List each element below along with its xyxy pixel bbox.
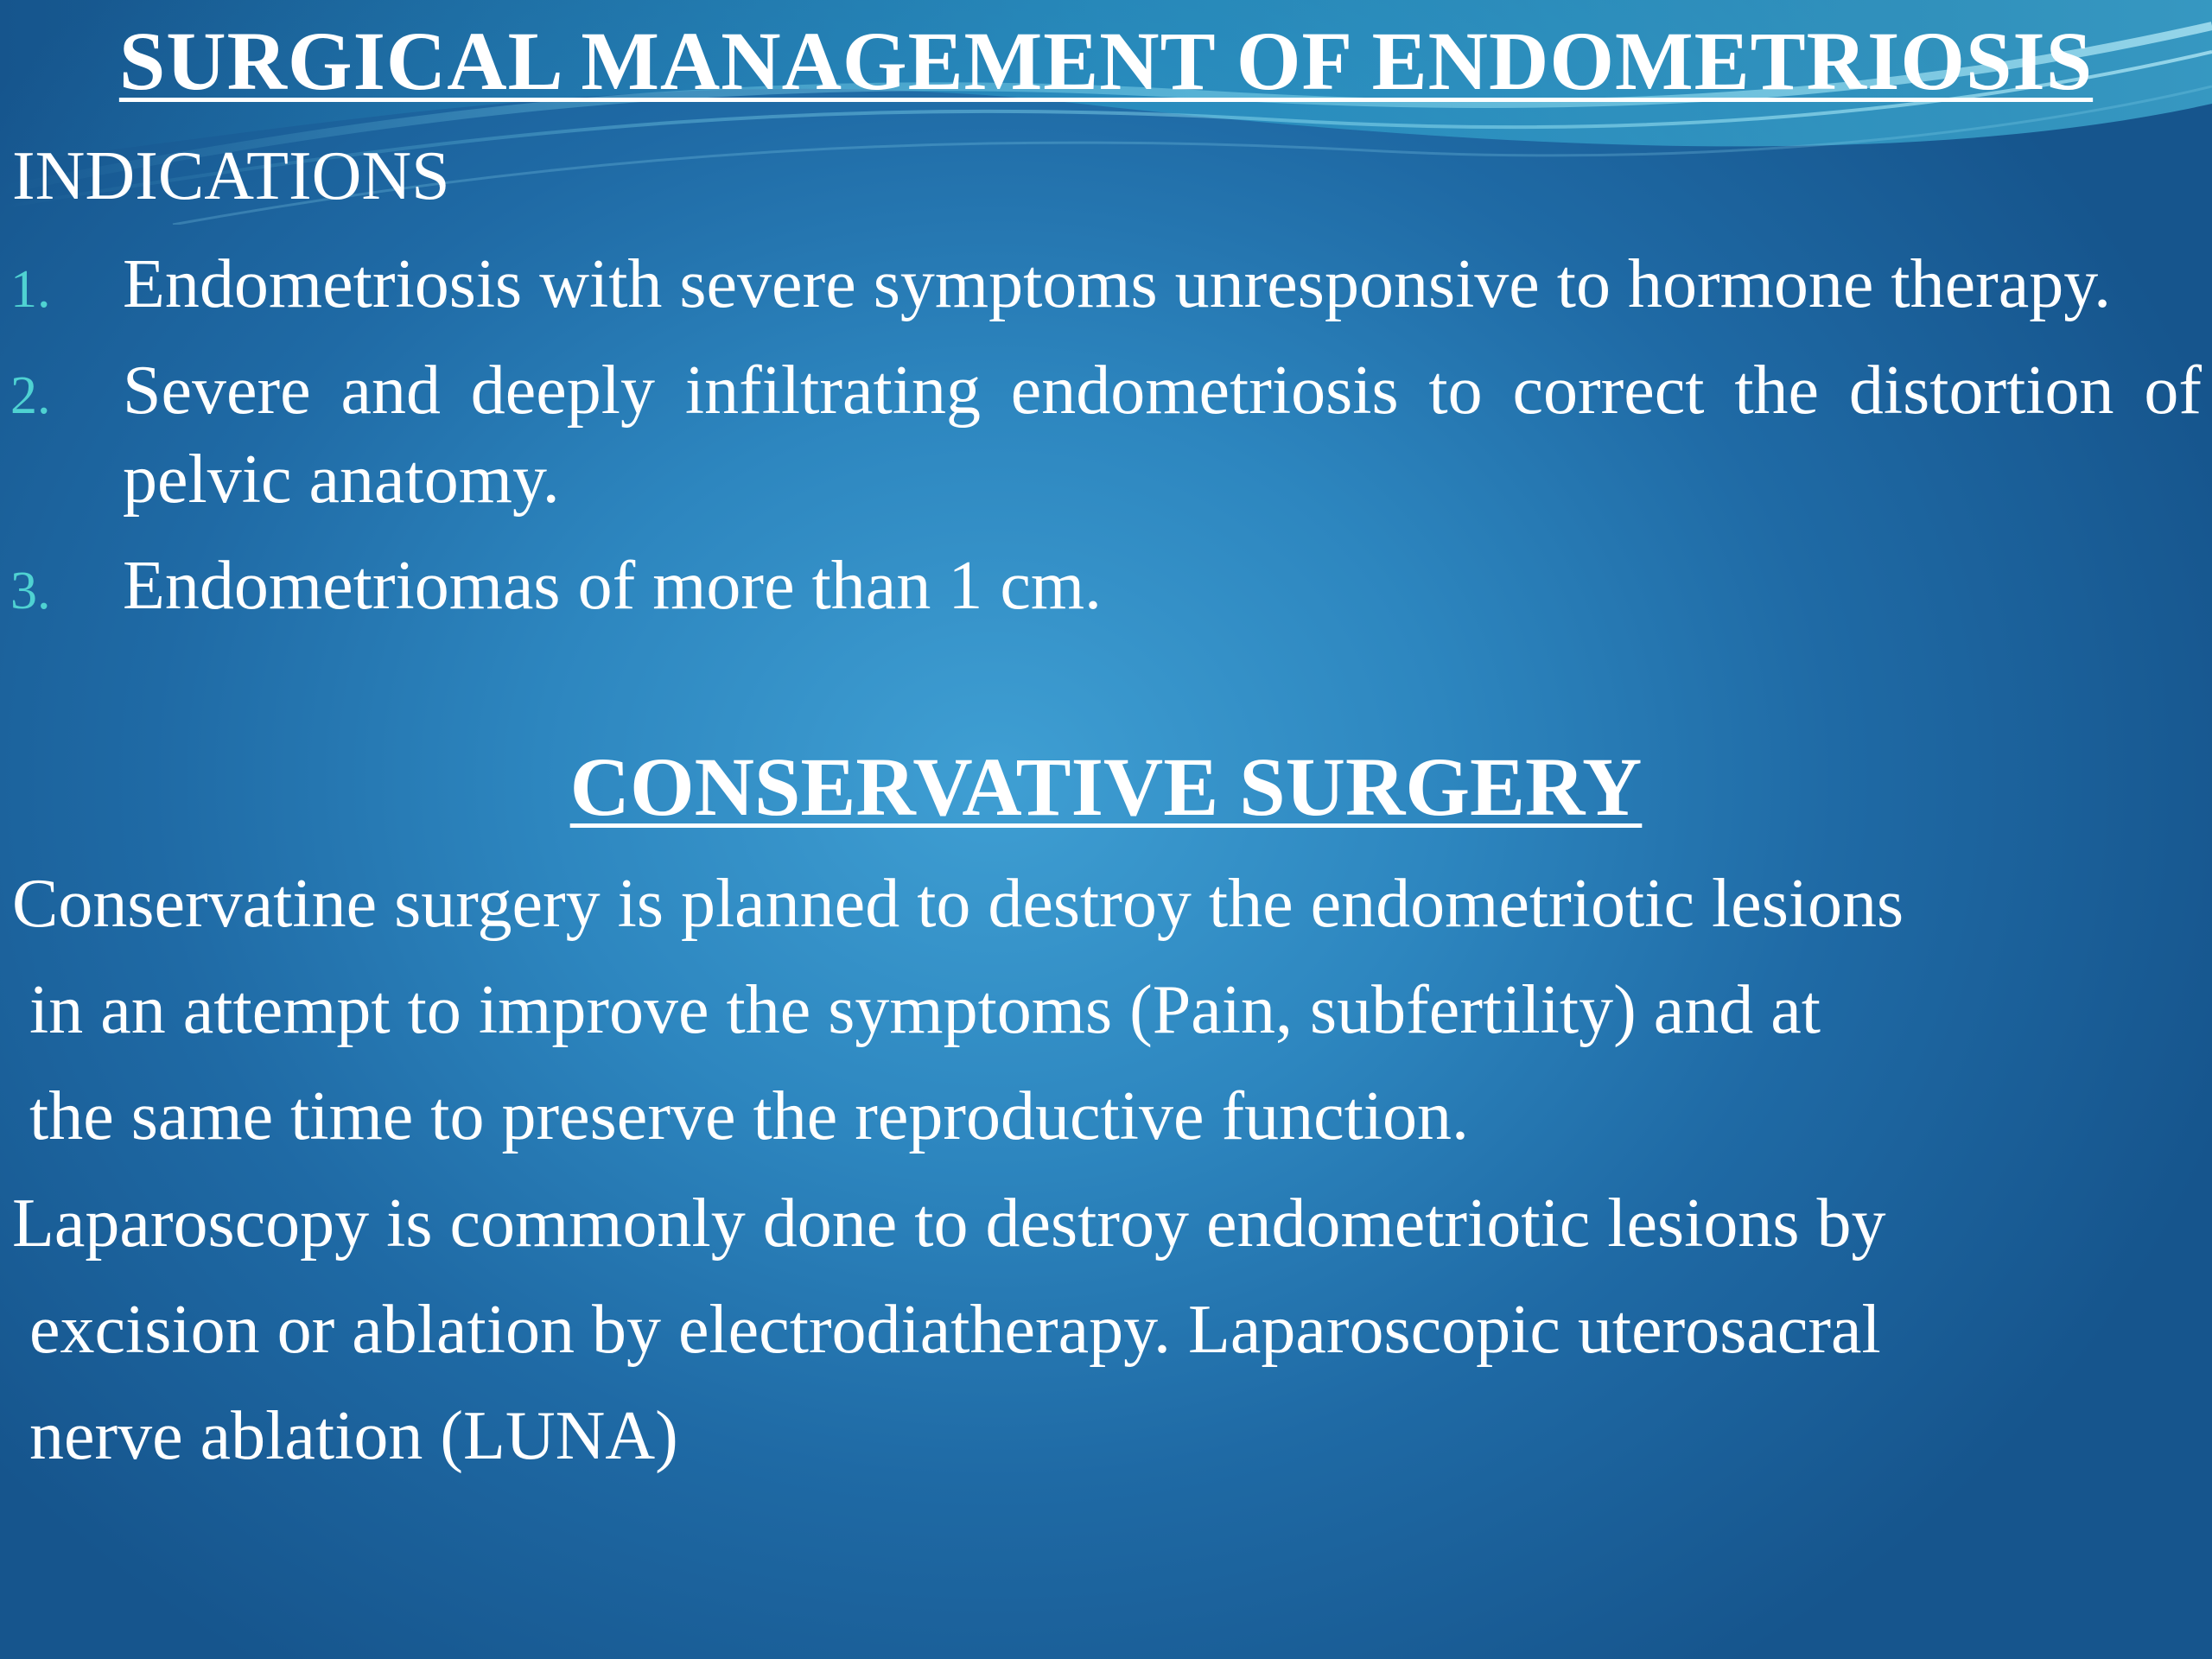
conservative-surgery-paragraph <box>12 851 2207 1170</box>
list-item <box>0 346 2202 524</box>
slide-title: SURGICAL MANAGEMENT OF ENDOMETRIOSIS <box>118 15 2094 107</box>
list-number: 2. <box>10 366 51 425</box>
paragraph-line: nerve ablation (LUNA) <box>29 1398 678 1474</box>
list-item-text: Endometriosis with severe symptoms unresponsive to hormone therapy. <box>123 246 2112 322</box>
paragraph-line: the same time to preserve the reproductive function. <box>29 1078 1470 1154</box>
list-number: 3. <box>10 562 51 620</box>
list-item <box>0 542 2202 631</box>
laparoscopy-paragraph <box>12 1171 2207 1490</box>
list-item <box>0 240 2202 329</box>
paragraph-line: Laparoscopy is commonly done to destroy endometriotic lesions by <box>12 1185 1886 1262</box>
paragraph-line: Conservatine surgery is planned to destroy the endometriotic lesions <box>12 866 1904 942</box>
section-subtitle: CONSERVATIVE SURGERY <box>569 741 1643 833</box>
list-number: 1. <box>10 260 51 319</box>
paragraph-line: in an attempt to improve the symptoms (Pain, subfertility) and at <box>29 972 1821 1048</box>
indications-list <box>0 240 2202 648</box>
paragraph-line: excision or ablation by electrodiatherapy. Laparoscopic uterosacral <box>29 1292 1881 1368</box>
list-item-text: Severe and deeply infiltrating endometriosis to correct the distortion of pelvic anatomy. <box>123 353 2202 518</box>
list-item-text: Endometriomas of more than 1 cm. <box>123 548 1103 624</box>
indications-heading: INDICATIONS <box>12 138 450 214</box>
